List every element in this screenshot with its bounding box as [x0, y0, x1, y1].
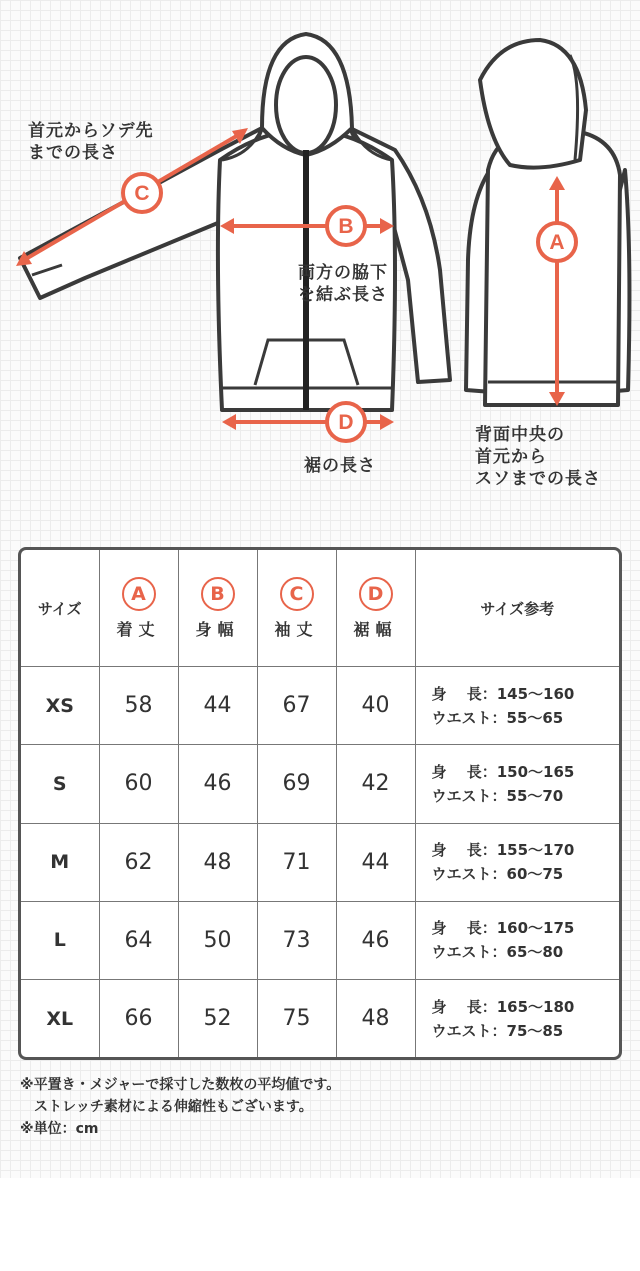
size-cell: XS	[21, 667, 99, 745]
length-cell: 64	[99, 901, 178, 979]
label-body-length: 背面中央の 首元から スソまでの長さ	[475, 425, 601, 489]
hem-cell: 40	[336, 667, 415, 745]
size-cell: XL	[21, 980, 99, 1058]
size-table	[18, 547, 622, 1060]
marker-a: A	[549, 231, 565, 254]
label-chest-width: 両方の脇下 を結ぶ長さ	[298, 263, 388, 305]
table-row	[21, 823, 619, 901]
table-row	[21, 901, 619, 979]
length-cell: 66	[99, 980, 178, 1058]
ref-cell: 身 長：145～160 ウエスト：55～65	[415, 667, 619, 745]
note-line: ※平置き・メジャーで採寸した数枚の平均値です。	[20, 1077, 341, 1093]
footnotes	[20, 1074, 340, 1140]
marker-d: D	[338, 411, 354, 434]
sleeve-cell: 71	[257, 823, 336, 901]
length-cell: 62	[99, 823, 178, 901]
note-line: ストレッチ素材による伸縮性もございます。	[20, 1099, 313, 1115]
sleeve-cell: 69	[257, 745, 336, 823]
width-cell: 50	[178, 901, 257, 979]
label-hem-width: 裾の長さ	[304, 456, 376, 476]
marker-b: B	[338, 215, 354, 238]
size-cell: S	[21, 745, 99, 823]
ref-cell: 身 長：150～165 ウエスト：55～70	[415, 745, 619, 823]
hem-cell: 42	[336, 745, 415, 823]
table-row	[21, 667, 619, 745]
header-size: サイズ	[21, 550, 99, 667]
table-row	[21, 745, 619, 823]
hem-cell: 46	[336, 901, 415, 979]
marker-c: C	[134, 182, 150, 205]
note-unit: ※単位：cm	[20, 1121, 99, 1137]
hem-cell: 48	[336, 980, 415, 1058]
width-cell: 52	[178, 980, 257, 1058]
header-ref: サイズ参考	[415, 550, 619, 667]
sleeve-cell: 75	[257, 980, 336, 1058]
ref-cell: 身 長：165～180 ウエスト：75～85	[415, 980, 619, 1058]
width-cell: 48	[178, 823, 257, 901]
back-body	[485, 132, 620, 405]
header-col-a: A 着丈	[99, 550, 178, 667]
hem-cell: 44	[336, 823, 415, 901]
size-cell: M	[21, 823, 99, 901]
length-cell: 58	[99, 667, 178, 745]
sleeve-cell: 73	[257, 901, 336, 979]
label-sleeve-length: 首元からソデ先 までの長さ	[28, 121, 154, 163]
size-cell: L	[21, 901, 99, 979]
header-col-b: B 身幅	[178, 550, 257, 667]
width-cell: 44	[178, 667, 257, 745]
length-cell: 60	[99, 745, 178, 823]
width-cell: 46	[178, 745, 257, 823]
sleeve-cell: 67	[257, 667, 336, 745]
header-col-c: C 袖丈	[257, 550, 336, 667]
header-col-d: D 裾幅	[336, 550, 415, 667]
table-row	[21, 980, 619, 1058]
ref-cell: 身 長：160～175 ウエスト：65～80	[415, 901, 619, 979]
front-hood-opening	[276, 57, 336, 153]
ref-cell: 身 長：155～170 ウエスト：60～75	[415, 823, 619, 901]
